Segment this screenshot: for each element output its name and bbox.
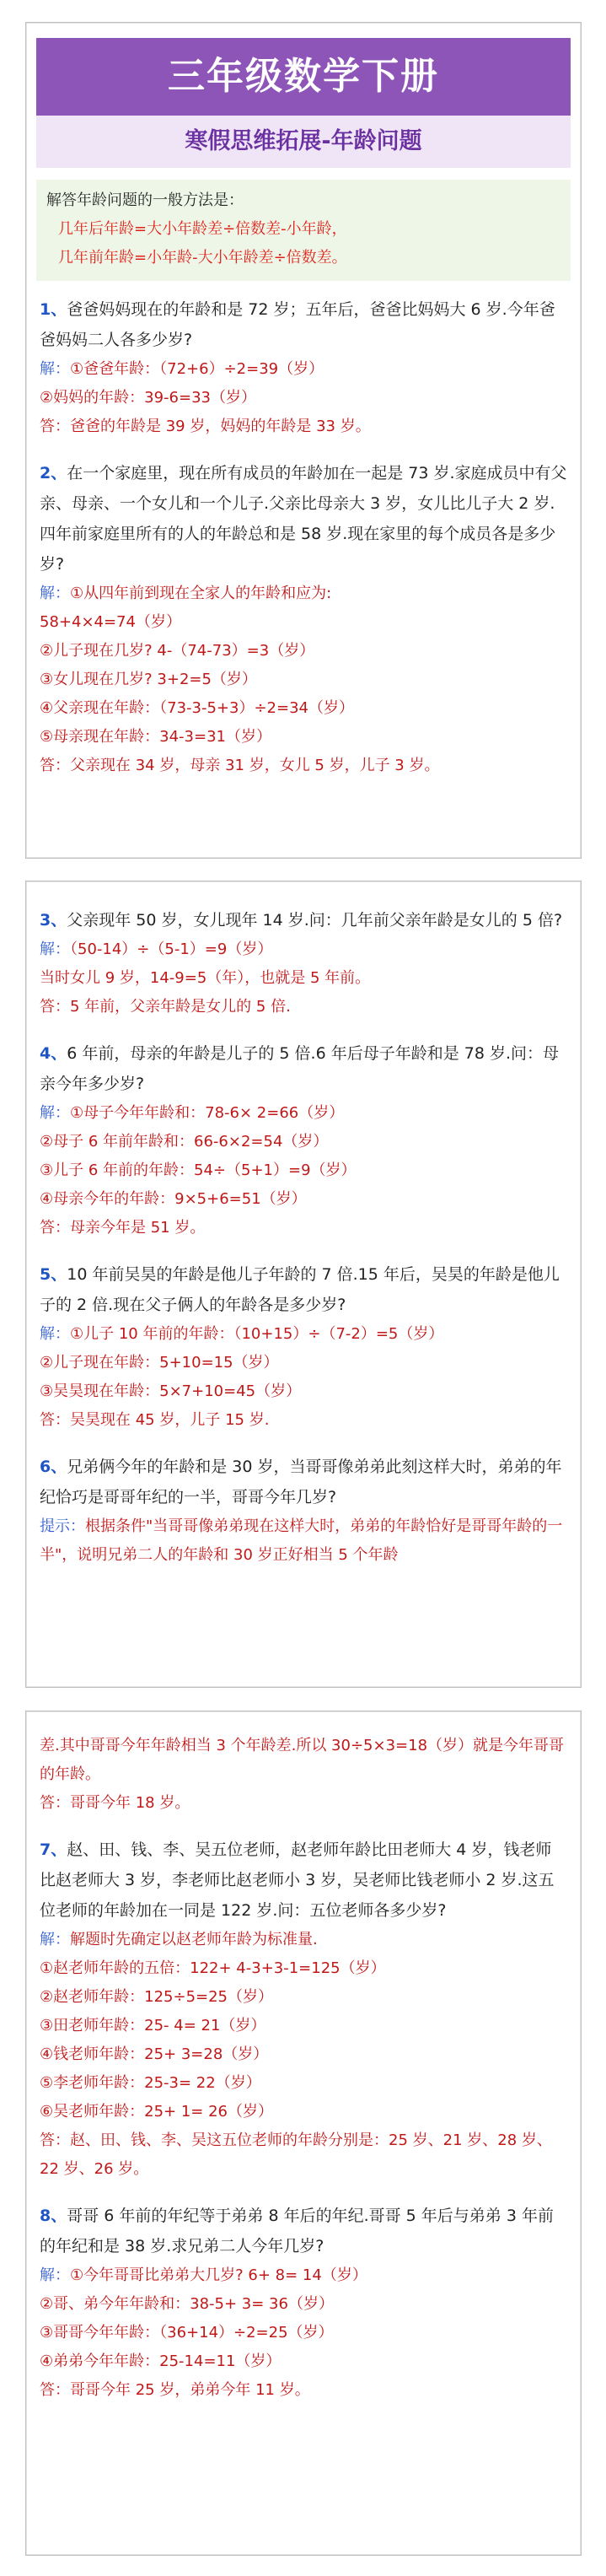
problem-3-step-2: 当时女儿 9 岁，14-9=5（年），也就是 5 年前。 xyxy=(40,969,371,987)
problem-1-question: 1、爸爸妈妈现在的年龄和是 72 岁；五年后，爸爸比妈妈大 6 岁.今年爸爸妈妈二人各多少岁? xyxy=(40,300,555,349)
problem-4-step-1: 解：①母子今年年龄和：78-6× 2=66（岁） xyxy=(40,1104,345,1122)
problem-5-step-3: ③吴昊现在年龄：5×7+10=45（岁） xyxy=(40,1382,302,1400)
problem-8-step-4: ④弟弟今年年龄：25-14=11（岁） xyxy=(40,2352,282,2370)
problem-7-question: 7、赵、田、钱、李、吴五位老师，赵老师年龄比田老师大 4 岁，钱老师比赵老师大 3 岁，李老师比赵老师小 3 岁，吴老师比钱老师小 2 岁.这五位老师的年龄加在一同是 122 岁.问：五位老师各多少岁? xyxy=(40,1840,555,1920)
problem-7-step-3: ③田老师年龄：25- 4= 21（岁） xyxy=(40,2017,266,2034)
problem-7-solution-head: 解：解题时先确定以赵老师年龄为标准量. xyxy=(40,1931,318,1948)
problem-4-answer: 答：母亲今年是 51 岁。 xyxy=(40,1219,206,1237)
problem-7-step-2: ②赵老师年龄：125÷5=25（岁） xyxy=(40,1988,274,2006)
method-line-2: 几年前年龄=小年龄-大小年龄差÷倍数差。 xyxy=(58,249,347,267)
page-card-3 xyxy=(25,1711,582,2556)
problem-6-answer: 答：哥哥今年 18 岁。 xyxy=(40,1794,190,1812)
problem-1-step-1: 解：①爸爸年龄：（72+6）÷2=39（岁） xyxy=(40,360,324,378)
problem-2-step-2: 58+4×4=74（岁） xyxy=(40,613,181,631)
problem-2-step-3: ②儿子现在几岁? 4-（74-73）=3（岁） xyxy=(40,642,315,660)
problem-8-step-2: ②哥、弟今年年龄和：38-5+ 3= 36（岁） xyxy=(40,2295,334,2313)
problem-4-step-4: ④母亲今年的年龄：9×5+6=51（岁） xyxy=(40,1190,307,1208)
problem-2-step-1: 解：①从四年前到现在全家人的年龄和应为: xyxy=(40,585,332,602)
problem-8-step-3: ③哥哥今年年龄：（36+14）÷2=25（岁） xyxy=(40,2324,334,2342)
method-line-1: 几年后年龄=大小年龄差÷倍数差-小年龄， xyxy=(58,220,347,238)
problem-5-question: 5、10 年前吴昊的年龄是他儿子年龄的 7 倍.15 年后，吴昊的年龄是他儿子的 2 倍.现在父子俩人的年龄各是多少岁? xyxy=(40,1265,560,1314)
problem-1-answer: 答：爸爸的年龄是 39 岁，妈妈的年龄是 33 岁。 xyxy=(40,418,371,435)
problem-2-question: 2、在一个家庭里，现在所有成员的年龄加在一起是 73 岁.家庭成员中有父亲、母亲、一个女儿和一个儿子.父亲比母亲大 3 岁，女儿比儿子大 2 岁.四年前家庭里所有的人的年龄总和是 58 岁.现在家里的每个成员各是多少岁? xyxy=(40,464,567,574)
problem-5-step-2: ②儿子现在年龄：5+10=15（岁） xyxy=(40,1354,279,1372)
problem-2-step-5: ④父亲现在年龄：（73-3-5+3）÷2=34（岁） xyxy=(40,699,354,717)
problem-4-question: 4、6 年前，母亲的年龄是儿子的 5 倍.6 年后母子年龄和是 78 岁.问：母亲今年多少岁? xyxy=(40,1044,559,1093)
problem-2-answer: 答：父亲现在 34 岁，母亲 31 岁，女儿 5 岁，儿子 3 岁。 xyxy=(40,757,440,774)
problem-8-step-1: 解：①今年哥哥比弟弟大几岁? 6+ 8= 14（岁） xyxy=(40,2266,367,2284)
method-heading: 解答年龄问题的一般方法是： xyxy=(46,191,244,209)
problem-6-hint-continued: 差.其中哥哥今年年龄相当 3 个年龄差.所以 30÷5×3=18（岁）就是今年哥哥的年龄。 xyxy=(40,1737,565,1783)
page-card-2 xyxy=(25,881,582,1688)
problem-6-question: 6、兄弟俩今年的年龄和是 30 岁，当哥哥像弟弟此刻这样大时，弟弟的年纪恰巧是哥哥年纪的一半，哥哥今年几岁? xyxy=(40,1458,562,1506)
problem-6-hint: 提示：根据条件"当哥哥像弟弟现在这样大时，弟弟的年龄恰好是哥哥年龄的一半"，说明兄弟二人的年龄和 30 岁正好相当 5 个年龄 xyxy=(40,1517,563,1564)
page-card-1 xyxy=(25,22,582,859)
problem-8-answer: 答：哥哥今年 25 岁，弟弟今年 11 岁。 xyxy=(40,2381,310,2399)
problem-7-step-6: ⑥吴老师年龄：25+ 1= 26（岁） xyxy=(40,2103,274,2121)
page-title: 三年级数学下册 xyxy=(36,38,571,116)
problem-3-question: 3、父亲现年 50 岁，女儿现年 14 岁.问：几年前父亲年龄是女儿的 5 倍? xyxy=(40,911,563,930)
problem-7-step-4: ④钱老师年龄：25+ 3=28（岁） xyxy=(40,2045,269,2063)
problem-5-answer: 答：吴昊现在 45 岁，儿子 15 岁. xyxy=(40,1411,270,1429)
problem-2-step-4: ③女儿现在几岁? 3+2=5（岁） xyxy=(40,671,257,688)
problem-1-step-2: ②妈妈的年龄：39-6=33（岁） xyxy=(40,389,256,407)
problem-5-step-1: 解：①儿子 10 年前的年龄：（10+15）÷（7-2）=5（岁） xyxy=(40,1325,444,1343)
method-box xyxy=(36,180,571,281)
problem-7-step-5: ⑤李老师年龄：25-3= 22（岁） xyxy=(40,2074,261,2092)
problem-4-step-2: ②母子 6 年前年龄和：66-6×2=54（岁） xyxy=(40,1133,329,1151)
problem-7-answer: 答：赵、田、钱、李、吴这五位老师的年龄分别是：25 岁、21 岁、28 岁、22 岁、26 岁。 xyxy=(40,2131,552,2178)
page-subtitle: 寒假思维拓展-年龄问题 xyxy=(36,116,571,168)
problem-3-step-1: 解：（50-14）÷（5-1）=9（岁） xyxy=(40,940,273,958)
problem-2-step-6: ⑤母亲现在年龄：34-3=31（岁） xyxy=(40,728,271,746)
problem-7-step-1: ①赵老师年龄的五倍：122+ 4-3+3-1=125（岁） xyxy=(40,1959,386,1977)
problem-3-answer: 答：5 年前，父亲年龄是女儿的 5 倍. xyxy=(40,998,291,1016)
problem-8-question: 8、哥哥 6 年前的年纪等于弟弟 8 年后的年纪.哥哥 5 年后与弟弟 3 年前的年纪和是 38 岁.求兄弟二人今年几岁? xyxy=(40,2207,554,2255)
problem-4-step-3: ③儿子 6 年前的年龄：54÷（5+1）=9（岁） xyxy=(40,1161,357,1179)
